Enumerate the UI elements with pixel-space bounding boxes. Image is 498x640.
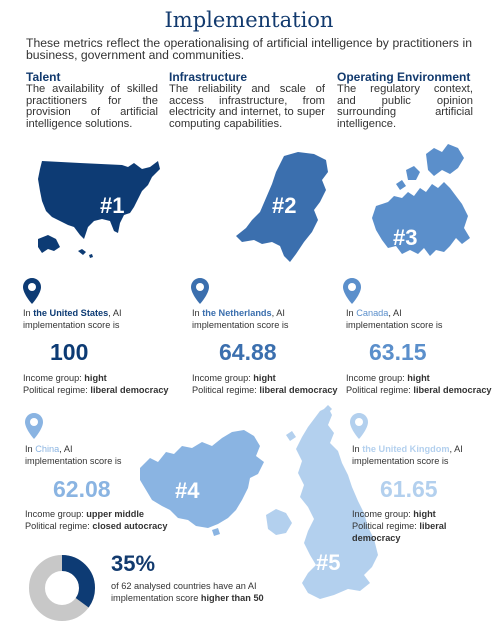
intro-paragraph: These metrics reflect the operationalising of artificial intelligence by practitioners in business, government and communities. xyxy=(26,36,472,62)
map-pin-icon xyxy=(350,413,368,439)
column-text: The availability of skilled practitioners for the provision of artificial intelligence solutions. xyxy=(26,83,158,130)
statement-line2: implementation score is xyxy=(346,320,443,330)
statement-suffix: , AI xyxy=(108,308,122,318)
rank-badge-3: #3 xyxy=(393,225,418,250)
country-statement-netherlands xyxy=(192,307,352,331)
rank-badge-2: #2 xyxy=(272,193,297,218)
summary-line2-bold: higher than 50 xyxy=(200,593,264,603)
column-heading: Infrastructure xyxy=(169,70,248,84)
regime-label: Political regime: xyxy=(352,521,420,531)
country-statement-canada xyxy=(346,307,486,331)
regime-label: Political regime: xyxy=(23,385,91,395)
rank-badge-1: #1 xyxy=(100,193,125,218)
country-name: the United Kingdom xyxy=(362,444,450,454)
usa-map xyxy=(34,155,164,265)
regime-value: liberal democracy xyxy=(90,385,169,395)
country-name: the United States xyxy=(33,308,109,318)
statement-suffix: , AI xyxy=(59,444,73,454)
regime-label: Political regime: xyxy=(25,521,93,531)
regime-label: Political regime: xyxy=(192,385,260,395)
statement-prefix: In xyxy=(346,308,357,318)
rank-badge-4: #4 xyxy=(175,478,200,503)
column-heading: Operating Environment xyxy=(337,70,471,84)
map-pin-icon xyxy=(25,413,43,439)
statement-line2: implementation score is xyxy=(23,320,120,330)
country-statement-china xyxy=(25,443,165,467)
statement-line2: implementation score is xyxy=(25,456,122,466)
country-name: Canada xyxy=(356,308,389,318)
income-label: Income group: xyxy=(192,373,254,383)
summary-text xyxy=(111,580,281,604)
column-heading: Talent xyxy=(26,70,61,84)
country-name: the Netherlands xyxy=(202,308,272,318)
column-infrastructure xyxy=(169,70,325,130)
income-value: hight xyxy=(84,373,107,383)
regime-label: Political regime: xyxy=(346,385,414,395)
score-china: 62.08 xyxy=(53,476,111,502)
page-title: Implementation xyxy=(164,8,334,32)
rank-badge-5: #5 xyxy=(316,550,341,575)
column-operating-environment xyxy=(337,70,473,130)
meta-netherlands xyxy=(192,372,342,396)
country-statement-usa xyxy=(23,307,183,331)
income-label: Income group: xyxy=(25,509,87,519)
country-statement-united-kingdom xyxy=(352,443,497,467)
meta-canada xyxy=(346,372,494,396)
map-pin-icon xyxy=(191,278,209,304)
score-united-kingdom: 61.65 xyxy=(380,476,438,502)
summary-line2-prefix: implementation score xyxy=(111,593,201,603)
statement-line2: implementation score is xyxy=(352,456,449,466)
score-canada: 63.15 xyxy=(369,339,427,365)
statement-suffix: , AI xyxy=(388,308,402,318)
country-name: China xyxy=(35,444,60,454)
column-text: The regulatory context, and public opinion surrounding artificial intelligence. xyxy=(337,83,473,130)
meta-china xyxy=(25,508,175,532)
income-value: hight xyxy=(253,373,276,383)
canada-map xyxy=(370,140,475,270)
statement-suffix: , AI xyxy=(271,308,285,318)
regime-value: liberal democracy xyxy=(259,385,338,395)
summary-line1: of 62 analysed countries have an AI xyxy=(111,581,257,591)
regime-value: closed autocracy xyxy=(92,521,168,531)
map-pin-icon xyxy=(23,278,41,304)
income-label: Income group: xyxy=(23,373,85,383)
donut-chart xyxy=(27,553,97,623)
regime-value: liberal democracy xyxy=(352,521,447,543)
income-value: upper middle xyxy=(86,509,144,519)
income-value: hight xyxy=(407,373,430,383)
statement-prefix: In xyxy=(352,444,363,454)
meta-united-kingdom xyxy=(352,508,497,544)
income-value: hight xyxy=(413,509,436,519)
statement-suffix: , AI xyxy=(449,444,463,454)
regime-value: liberal democracy xyxy=(413,385,492,395)
column-text: The reliability and scale of access infrastructure, from electricity and internet, to super computing capabilities. xyxy=(169,83,325,130)
map-pin-icon xyxy=(343,278,361,304)
statement-prefix: In xyxy=(23,308,34,318)
income-label: Income group: xyxy=(352,509,414,519)
column-talent xyxy=(26,70,158,130)
statement-line2: implementation score is xyxy=(192,320,289,330)
summary-percent: 35% xyxy=(111,551,156,576)
score-netherlands: 64.88 xyxy=(219,339,277,365)
statement-prefix: In xyxy=(192,308,203,318)
meta-usa xyxy=(23,372,193,396)
score-usa: 100 xyxy=(50,339,89,365)
statement-prefix: In xyxy=(25,444,36,454)
income-label: Income group: xyxy=(346,373,408,383)
